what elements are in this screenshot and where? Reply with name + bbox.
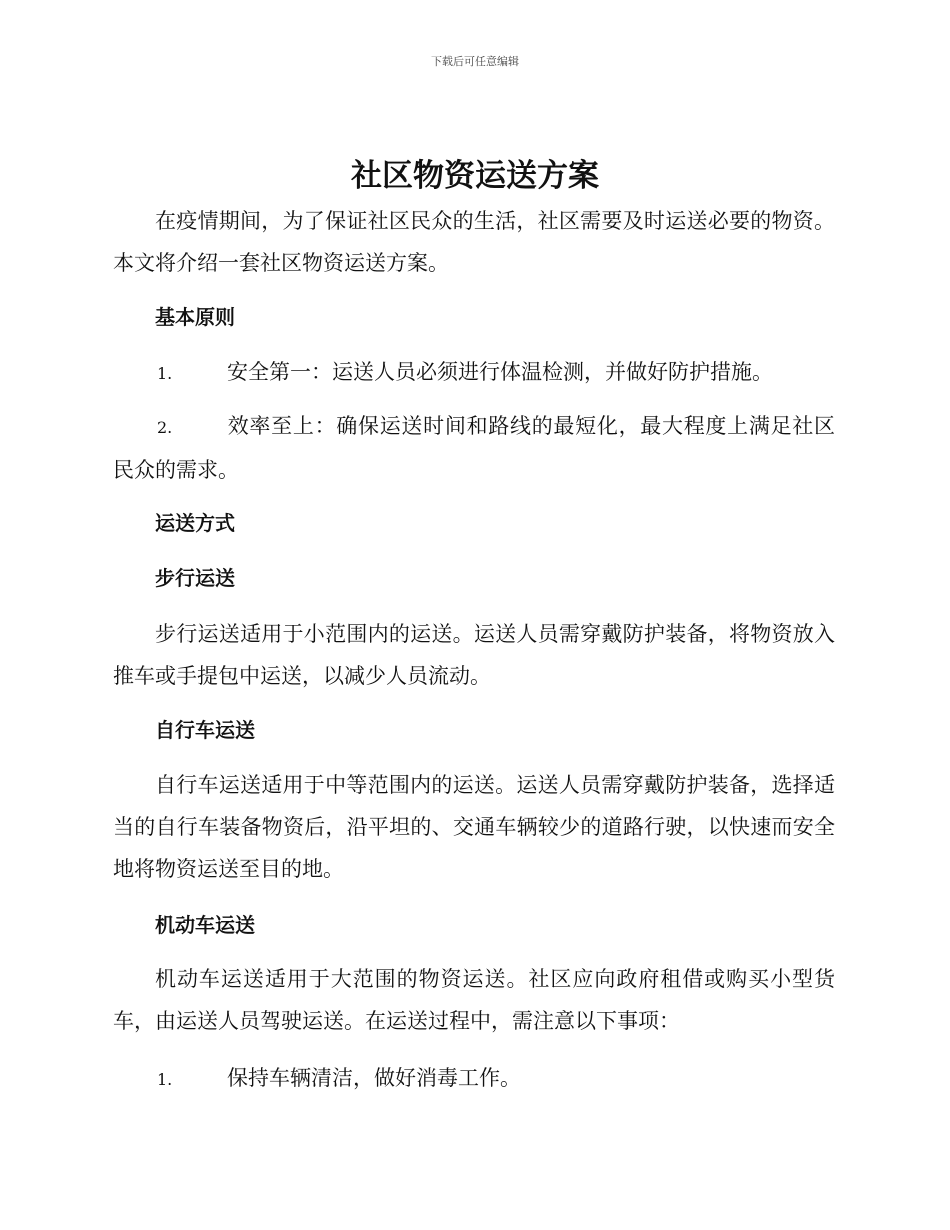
principles-section [113, 302, 835, 332]
bicycle-heading-block [113, 715, 835, 745]
principle-item-1 [113, 351, 835, 395]
bicycle-section [113, 764, 835, 890]
intro-paragraph: 在疫情期间，为了保证社区民众的生活，社区需要及时运送必要的物资。本文将介绍一套社区物资运送方案。 [113, 209, 835, 275]
bicycle-heading: 自行车运送 [155, 718, 255, 742]
motor-paragraph: 机动车运送适用于大范围的物资运送。社区应向政府租借或购买小型货车，由运送人员驾驶运送。在运送过程中，需注意以下事项： [113, 967, 835, 1033]
walking-heading-block [113, 563, 835, 593]
page-header: 下载后可任意编辑 [431, 55, 519, 68]
principle-item-2 [113, 405, 835, 491]
list-number: 1. [157, 364, 173, 383]
walking-section [113, 613, 835, 697]
motor-section [113, 958, 835, 1042]
walking-heading: 步行运送 [155, 566, 235, 590]
methods-heading: 运送方式 [155, 511, 235, 535]
list-item-text: 保持车辆清洁，做好消毒工作。 [227, 1066, 521, 1090]
list-item-text: 安全第一：运送人员必须进行体温检测，并做好防护措施。 [227, 360, 773, 384]
motor-item-1 [113, 1057, 835, 1101]
walking-paragraph: 步行运送适用于小范围内的运送。运送人员需穿戴防护装备，将物资放入推车或手提包中运送，以减少人员流动。 [113, 622, 835, 688]
list-number: 2. [157, 418, 173, 437]
motor-heading: 机动车运送 [155, 913, 255, 937]
motor-heading-block [113, 910, 835, 940]
methods-heading-block [113, 508, 835, 538]
document-title: 社区物资运送方案 [351, 158, 599, 194]
intro-section [113, 200, 835, 284]
list-item-text: 效率至上：确保运送时间和路线的最短化，最大程度上满足社区民众的需求。 [113, 414, 835, 482]
bicycle-paragraph: 自行车运送适用于中等范围内的运送。运送人员需穿戴防护装备，选择适当的自行车装备物资后，沿平坦的、交通车辆较少的道路行驶，以快速而安全地将物资运送至目的地。 [113, 773, 835, 881]
list-number: 1. [157, 1070, 173, 1089]
principles-heading: 基本原则 [155, 305, 235, 329]
